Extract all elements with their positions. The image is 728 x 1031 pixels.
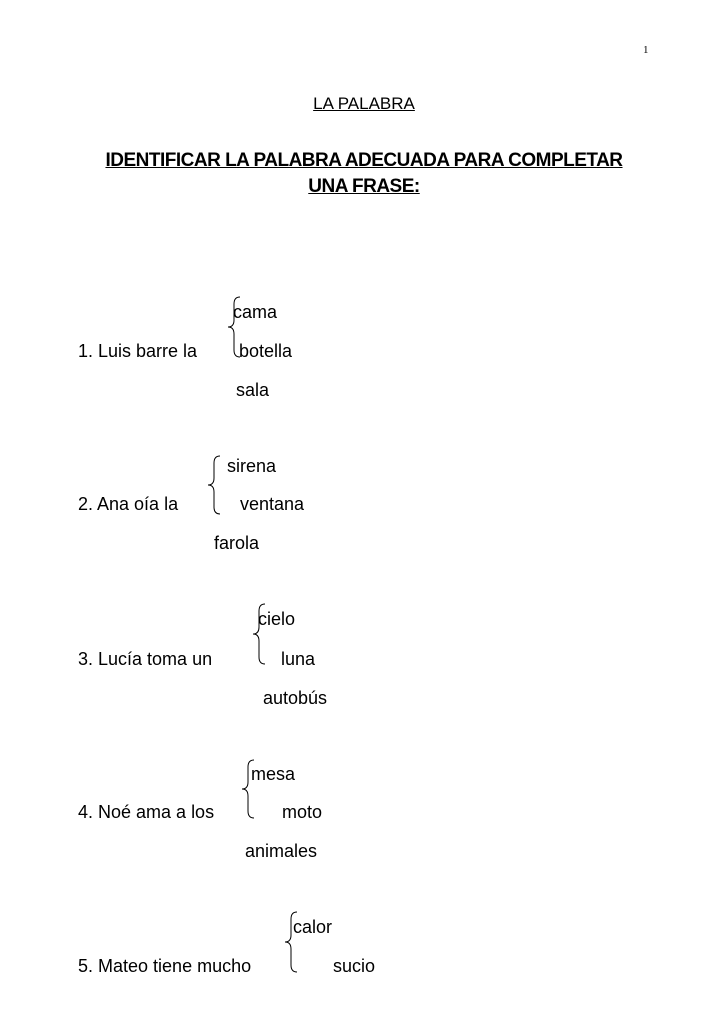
- page-number: 1: [643, 44, 649, 56]
- option-word: sucio: [333, 956, 376, 976]
- option-word: moto: [282, 802, 323, 822]
- exercise-prompt: 4. Noé ama a los: [78, 802, 215, 822]
- exercise-prompt: 1. Luis barre la: [78, 341, 198, 361]
- exercise-prompt: 2. Ana oía la: [78, 494, 179, 514]
- option-word: cama: [233, 302, 278, 322]
- option-word: mesa: [251, 764, 296, 784]
- option-word: luna: [281, 649, 316, 669]
- option-word: sala: [236, 380, 270, 400]
- exercise-prompt: 3. Lucía toma un: [78, 649, 213, 669]
- exercise-prompt: 5. Mateo tiene mucho: [78, 956, 252, 976]
- option-word: cielo: [258, 609, 296, 629]
- page-title: LA PALABRA: [313, 94, 415, 113]
- option-word: sirena: [227, 456, 277, 476]
- option-word: farola: [214, 533, 260, 553]
- option-word: botella: [239, 341, 293, 361]
- option-word: animales: [245, 841, 318, 861]
- instruction-line-2: UNA FRASE:: [308, 176, 420, 197]
- instruction-line-1: IDENTIFICAR LA PALABRA ADECUADA PARA COMPLETAR: [105, 150, 623, 171]
- option-word: calor: [293, 917, 333, 937]
- curly-brace-icon: [206, 455, 222, 515]
- option-word: autobús: [263, 688, 328, 708]
- option-word: ventana: [240, 494, 305, 514]
